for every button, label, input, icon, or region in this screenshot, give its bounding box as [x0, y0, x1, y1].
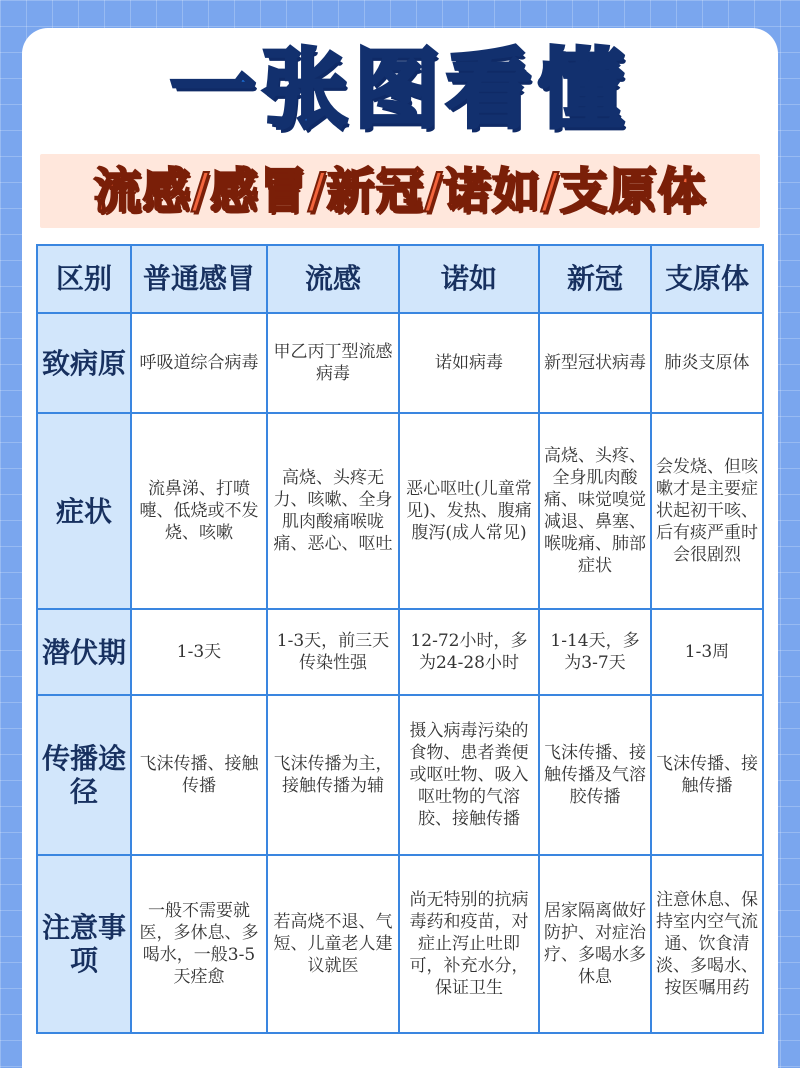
table-cell: 1-14天，多为3-7天 — [539, 609, 651, 695]
table-cell: 呼吸道综合病毒 — [131, 313, 267, 413]
table-cell: 流鼻涕、打喷嚏、低烧或不发烧、咳嗽 — [131, 413, 267, 609]
table-cell: 会发烧、但咳嗽才是主要症状起初干咳、后有痰严重时会很剧烈 — [651, 413, 763, 609]
table-row — [37, 313, 763, 413]
header-cell: 诺如 — [399, 245, 539, 313]
table-cell: 飞沫传播、接触传播及气溶胶传播 — [539, 695, 651, 855]
table-cell: 甲乙丙丁型流感病毒 — [267, 313, 399, 413]
table-cell: 居家隔离做好防护、对症治疗、多喝水多休息 — [539, 855, 651, 1033]
row-label: 注意事项 — [37, 855, 131, 1033]
subtitle-banner — [40, 154, 760, 228]
table-cell: 高烧、头疼无力、咳嗽、全身肌肉酸痛喉咙痛、恶心、呕吐 — [267, 413, 399, 609]
page-title: 一张图看懂 — [170, 40, 630, 140]
table-cell: 12-72小时，多为24-28小时 — [399, 609, 539, 695]
table-cell: 注意休息、保持室内空气流通、饮食清淡、多喝水、按医嘱用药 — [651, 855, 763, 1033]
table-cell: 飞沫传播为主，接触传播为辅 — [267, 695, 399, 855]
header-cell: 流感 — [267, 245, 399, 313]
row-label: 致病原 — [37, 313, 131, 413]
row-label: 症状 — [37, 413, 131, 609]
table-cell: 1-3周 — [651, 609, 763, 695]
page-subtitle: 流感/感冒/新冠/诺如/支原体 — [93, 163, 707, 219]
header-cell: 区别 — [37, 245, 131, 313]
row-label: 潜伏期 — [37, 609, 131, 695]
table-cell: 若高烧不退、气短、儿童老人建议就医 — [267, 855, 399, 1033]
table-header-row — [37, 245, 763, 313]
table-cell: 新型冠状病毒 — [539, 313, 651, 413]
table-cell: 飞沫传播、接触传播 — [131, 695, 267, 855]
table-cell: 肺炎支原体 — [651, 313, 763, 413]
table-cell: 诺如病毒 — [399, 313, 539, 413]
comparison-table — [36, 244, 764, 1034]
header-cell: 支原体 — [651, 245, 763, 313]
table-cell: 高烧、头疼、全身肌肉酸痛、味觉嗅觉减退、鼻塞、喉咙痛、肺部症状 — [539, 413, 651, 609]
table-cell: 摄入病毒污染的食物、患者粪便或呕吐物、吸入呕吐物的气溶胶、接触传播 — [399, 695, 539, 855]
table-cell: 恶心呕吐(儿童常见)、发热、腹痛腹泻(成人常见) — [399, 413, 539, 609]
table-cell: 1-3天 — [131, 609, 267, 695]
table-cell: 飞沫传播、接触传播 — [651, 695, 763, 855]
row-label: 传播途径 — [37, 695, 131, 855]
table-row — [37, 609, 763, 695]
table-row — [37, 855, 763, 1033]
header-cell: 普通感冒 — [131, 245, 267, 313]
table-cell: 一般不需要就医，多休息、多喝水，一般3-5天痊愈 — [131, 855, 267, 1033]
table-cell: 1-3天，前三天传染性强 — [267, 609, 399, 695]
table-row — [37, 695, 763, 855]
table-row — [37, 413, 763, 609]
table-cell: 尚无特别的抗病毒药和疫苗，对症止泻止吐即可，补充水分，保证卫生 — [399, 855, 539, 1033]
header-cell: 新冠 — [539, 245, 651, 313]
